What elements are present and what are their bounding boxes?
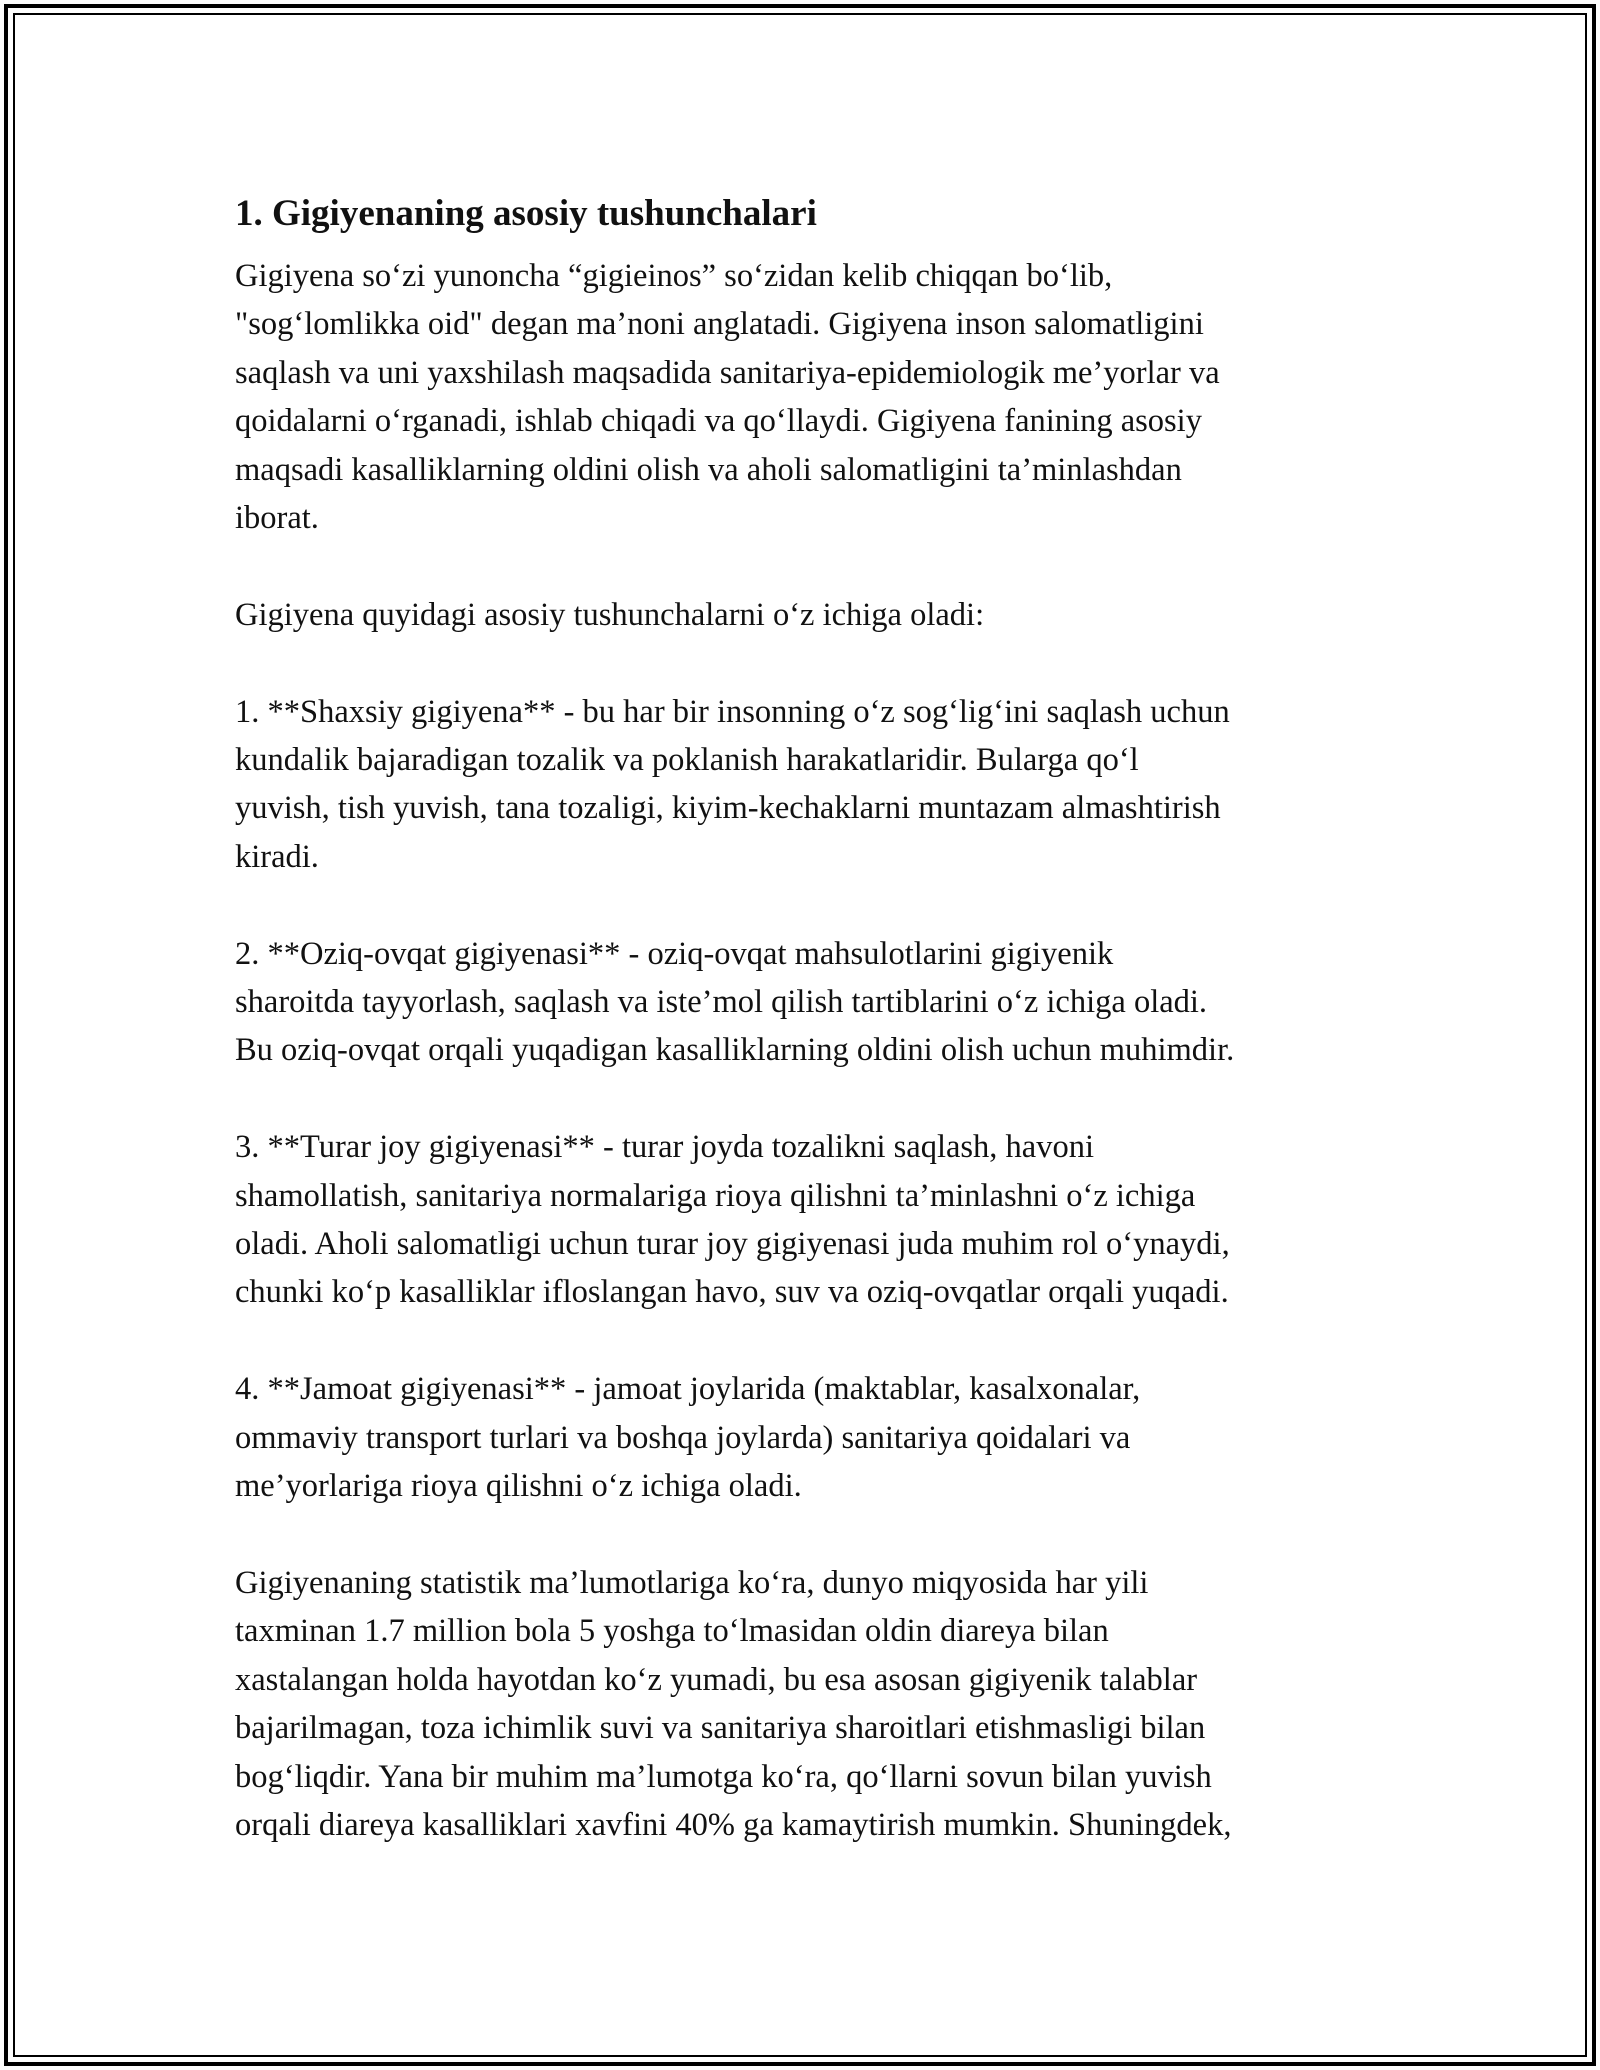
paragraph — [235, 1365, 1385, 1510]
text-line: ommaviy transport turlari va boshqa joylarda) sanitariya qoidalari va — [235, 1419, 1131, 1456]
text-line: kiradi. — [235, 838, 319, 875]
text-line: 4. **Jamoat gigiyenasi** - jamoat joylarida (maktablar, kasalxonalar, — [235, 1371, 1141, 1408]
text-line: xastalangan holda hayotdan ko‘z yumadi, bu esa asosan gigiyenik talablar — [235, 1661, 1198, 1698]
paragraph — [235, 930, 1385, 1075]
text-line: qoidalarni o‘rganadi, ishlab chiqadi va qo‘llaydi. Gigiyena fanining asosiy — [235, 403, 1202, 440]
text-line: yuvish, tish yuvish, tana tozaligi, kiyim-kechaklarni muntazam almashtirish — [235, 790, 1221, 827]
paragraph — [235, 591, 1385, 639]
paragraph-container — [235, 252, 1385, 1849]
text-line: maqsadi kasalliklarning oldini olish va aholi salomatligini ta’minlashdan — [235, 451, 1182, 488]
text-line: kundalik bajaradigan tozalik va poklanish harakatlaridir. Bularga qo‘l — [235, 742, 1139, 779]
text-line: chunki ko‘p kasalliklar ifloslangan havo, suv va oziq-ovqatlar orqali yuqadi. — [235, 1274, 1229, 1311]
text-line: orqali diareya kasalliklari xavfini 40% ga kamaytirish mumkin. Shuningdek, — [235, 1806, 1232, 1843]
text-line: me’yorlariga rioya qilishni o‘z ichiga oladi. — [235, 1468, 802, 1505]
paragraph — [235, 688, 1385, 882]
text-line: 3. **Turar joy gigiyenasi** - turar joyda tozalikni saqlash, havoni — [235, 1129, 1094, 1166]
document-body — [235, 188, 1385, 1849]
paragraph — [235, 1559, 1385, 1849]
text-line: bog‘liqdir. Yana bir muhim ma’lumotga ko‘ra, qo‘llarni sovun bilan yuvish — [235, 1758, 1212, 1795]
text-line: Gigiyena quyidagi asosiy tushunchalarni o‘z ichiga oladi: — [235, 596, 985, 633]
text-line: 1. **Shaxsiy gigiyena** - bu har bir insonning o‘z sog‘lig‘ini saqlash uchun — [235, 693, 1230, 730]
paragraph-spacer — [235, 1510, 1385, 1558]
text-line: 2. **Oziq-ovqat gigiyenasi** - oziq-ovqat mahsulotlarini gigiyenik — [235, 935, 1114, 972]
text-line: oladi. Aholi salomatligi uchun turar joy gigiyenasi juda muhim rol o‘ynaydi, — [235, 1226, 1230, 1263]
paragraph-spacer — [235, 1317, 1385, 1365]
text-line: "sog‘lomlikka oid" degan ma’noni anglatadi. Gigiyena inson salomatligini — [235, 306, 1204, 343]
text-line: saqlash va uni yaxshilash maqsadida sanitariya-epidemiologik me’yorlar va — [235, 354, 1220, 391]
paragraph — [235, 1123, 1385, 1317]
paragraph — [235, 252, 1385, 542]
text-line: Gigiyenaning statistik ma’lumotlariga ko‘ra, dunyo miqyosida har yili — [235, 1564, 1149, 1601]
text-line: taxminan 1.7 million bola 5 yoshga to‘lmasidan oldin diareya bilan — [235, 1613, 1109, 1650]
paragraph-spacer — [235, 881, 1385, 929]
text-line: bajarilmagan, toza ichimlik suvi va sanitariya sharoitlari etishmasligi bilan — [235, 1710, 1206, 1747]
paragraph-spacer — [235, 542, 1385, 590]
paragraph-spacer — [235, 639, 1385, 687]
section-heading: 1. Gigiyenaning asosiy tushunchalari — [235, 193, 817, 234]
paragraph-spacer — [235, 1075, 1385, 1123]
text-line: shamollatish, sanitariya normalariga rioya qilishni ta’minlashni o‘z ichiga — [235, 1177, 1196, 1214]
text-line: iborat. — [235, 500, 319, 537]
text-line: Bu oziq-ovqat orqali yuqadigan kasalliklarning oldini olish uchun muhimdir. — [235, 1032, 1235, 1069]
text-line: sharoitda tayyorlash, saqlash va iste’mol qilish tartiblarini o‘z ichiga oladi. — [235, 984, 1208, 1021]
text-line: Gigiyena so‘zi yunoncha “gigieinos” so‘zidan kelib chiqqan bo‘lib, — [235, 258, 1113, 294]
